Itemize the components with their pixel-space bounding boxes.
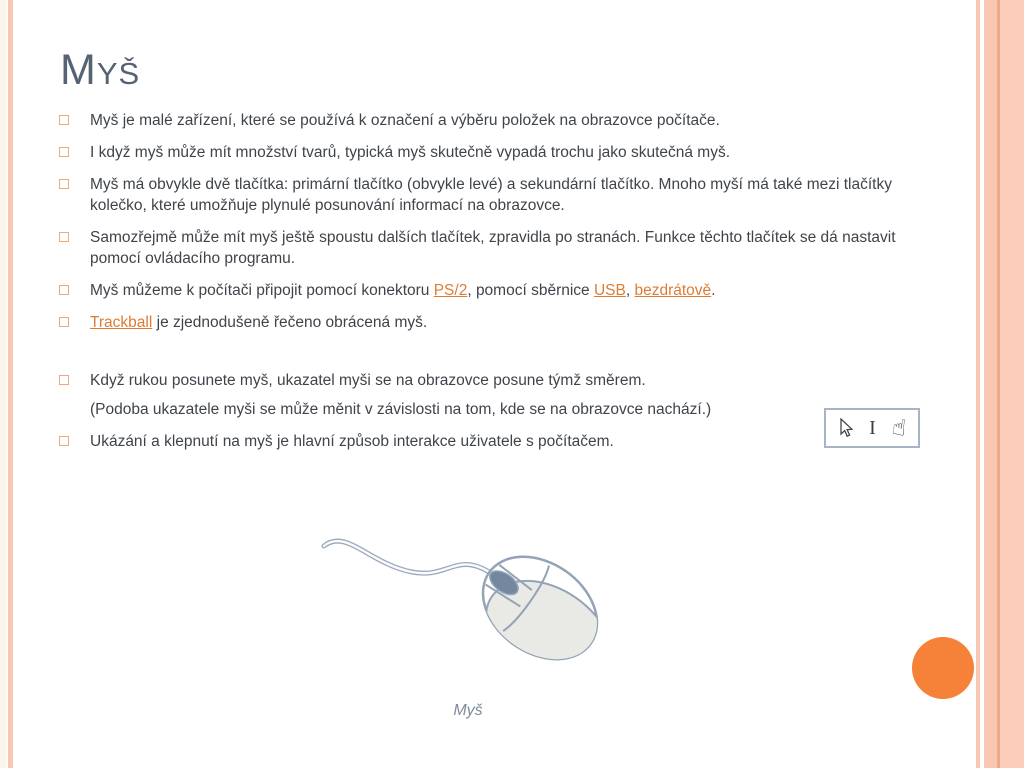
arrow-cursor-icon: [838, 418, 853, 438]
bullet-text: I když myš může mít množství tvarů, typická myš skutečně vypadá trochu jako skutečná myš.: [90, 144, 731, 161]
bullet-content: [90, 372, 930, 420]
link-trackball[interactable]: Trackball: [90, 314, 153, 331]
bullet-item: [58, 174, 930, 216]
bullet-item: [58, 312, 930, 333]
bullet-content: [90, 314, 427, 331]
bullet-square-icon: [59, 317, 69, 327]
link-bezdratove[interactable]: bezdrátově: [634, 282, 712, 299]
bullet-square-icon: [59, 232, 69, 242]
bullet-square-icon: [59, 147, 69, 157]
left-border-stripe-salmon: [8, 0, 13, 768]
left-border-stripe-cream: [0, 0, 6, 768]
right-border-stripe-2: [984, 0, 997, 768]
mouse-cable-outline: [324, 541, 489, 573]
bullet-text: ,: [625, 282, 635, 299]
bullet-text: .: [711, 282, 716, 299]
bullet-square-icon: [59, 179, 69, 189]
orange-circle-decoration: [912, 637, 974, 699]
cursor-examples-box: [824, 408, 920, 448]
bullet-item: [58, 431, 930, 452]
bullet-square-icon: [59, 375, 69, 385]
bullet-text: Myš je malé zařízení, které se používá k označení a výběru položek na obrazovce počítače.: [90, 112, 720, 129]
bullet-content: [90, 433, 614, 450]
link-usb[interactable]: USB: [593, 282, 626, 299]
right-border-stripe-1: [976, 0, 980, 768]
bullet-content: [90, 282, 716, 299]
bullet-square-icon: [59, 436, 69, 446]
bullet-list: [58, 110, 930, 463]
bullet-content: [90, 112, 720, 129]
link-ps2[interactable]: PS/2: [433, 282, 468, 299]
bullet-item: [58, 110, 930, 131]
bullet-square-icon: [59, 115, 69, 125]
right-border-stripe-4: [1000, 0, 1024, 768]
mouse-body-group: [452, 536, 618, 674]
slide-title: MYŠ: [60, 46, 141, 94]
bullet-item: [58, 280, 930, 301]
ibeam-cursor-icon: I: [869, 417, 876, 439]
bullet-text: je zjednodušeně řečeno obrácená myš.: [152, 314, 428, 331]
bullet-square-icon: [59, 285, 69, 295]
bullet-content: [90, 176, 892, 214]
bullet-text: Myš má obvykle dvě tlačítka: primární tlačítko (obvykle levé) a sekundární tlačítko. Mnoho myší má také mezi tlačítky kolečko, které umožňuje plynulé posunování informací na obrazovce.: [90, 176, 892, 214]
bullet-content: [90, 229, 896, 267]
mouse-caption: Myš: [453, 702, 483, 719]
hand-cursor-icon: ☝: [890, 413, 908, 442]
bullet-text: Ukázání a klepnutí na myš je hlavní způsob interakce uživatele s počítačem.: [90, 433, 614, 450]
bullet-item: [58, 142, 930, 163]
bullet-text: Myš můžeme k počítači připojit pomocí konektoru: [90, 282, 434, 299]
mouse-drawing: [318, 524, 618, 674]
bullet-text: Když rukou posunete myš, ukazatel myši se na obrazovce posune týmž směrem.: [90, 372, 646, 389]
bullet-subtext: (Podoba ukazatele myši se může měnit v závislosti na tom, kde se na obrazovce nachází.): [90, 401, 712, 418]
bullet-item: [58, 227, 930, 269]
bullet-content: [90, 144, 730, 161]
bullet-text: Samozřejmě může mít myš ještě spoustu dalších tlačítek, zpravidla po stranách. Funkce těchto tlačítek se dá nastavit pomocí ovládacího programu.: [90, 229, 896, 267]
bullet-text: , pomocí sběrnice: [467, 282, 594, 299]
mouse-illustration: [318, 524, 618, 674]
bullet-item: [58, 370, 930, 420]
